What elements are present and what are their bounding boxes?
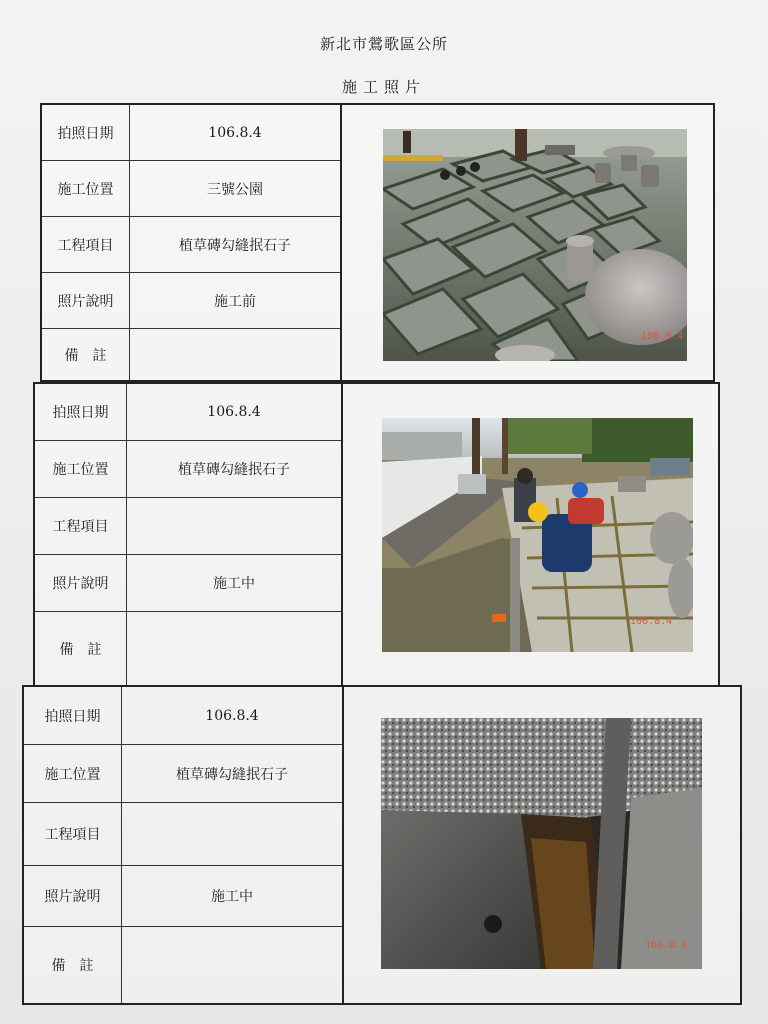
construction-photo-3	[381, 718, 702, 969]
photo-3-datestamp: 106.8.4	[645, 940, 688, 951]
location-label: 施工位置	[24, 745, 122, 802]
photo-record-3	[22, 685, 742, 1005]
description-label: 照片說明	[35, 555, 127, 611]
item-value	[127, 498, 341, 554]
record-2-date-row	[35, 384, 341, 441]
workers-grouting-image	[382, 418, 693, 652]
date-value: 106.8.4	[207, 404, 261, 420]
remarks-label: 備 註	[42, 329, 130, 380]
construction-photo-2	[382, 418, 693, 652]
remarks-label: 備 註	[24, 927, 122, 1003]
item-label: 工程項目	[35, 498, 127, 554]
record-2-item-row	[35, 498, 341, 555]
date-label: 拍照日期	[42, 105, 130, 160]
date-label: 拍照日期	[35, 384, 127, 440]
record-2-location-row	[35, 441, 341, 498]
location-value: 植草磚勾縫抿石子	[176, 766, 288, 783]
photo-record-2	[33, 382, 720, 687]
remarks-value	[127, 612, 341, 685]
record-3-date-row	[24, 687, 342, 745]
location-label: 施工位置	[42, 161, 130, 216]
record-1-item-row	[42, 217, 340, 273]
record-3-description-row	[24, 866, 342, 927]
record-3-remarks-row	[24, 927, 342, 1003]
item-value: 植草磚勾縫抿石子	[179, 237, 291, 254]
record-2-table	[35, 384, 343, 685]
record-3-item-row	[24, 803, 342, 866]
document-title: 施工照片	[341, 78, 426, 96]
description-value: 施工中	[211, 889, 253, 905]
photo-record-1	[40, 103, 715, 382]
date-value: 106.8.4	[208, 124, 262, 141]
record-2-description-row	[35, 555, 341, 612]
item-value	[122, 803, 342, 865]
record-1-description-row	[42, 273, 340, 329]
photo-1-datestamp: 106.8.4	[641, 331, 684, 342]
park-pavers-image	[383, 129, 687, 361]
record-2-remarks-row	[35, 612, 341, 685]
remarks-label: 備 註	[35, 612, 127, 685]
description-label: 照片說明	[42, 273, 130, 328]
description-value: 施工中	[213, 576, 255, 592]
description-value: 施工前	[214, 293, 256, 310]
record-3-location-row	[24, 745, 342, 803]
item-label: 工程項目	[42, 217, 130, 272]
location-value: 三號公園	[207, 181, 263, 198]
description-label: 照片說明	[24, 866, 122, 926]
record-1-date-row	[42, 105, 340, 161]
organization-name: 新北市鶯歌區公所	[319, 35, 448, 53]
grout-closeup-image	[381, 718, 702, 969]
record-3-table	[24, 687, 344, 1003]
remarks-value	[130, 329, 340, 380]
remarks-value	[122, 927, 342, 1003]
date-label: 拍照日期	[24, 687, 122, 744]
photo-2-datestamp: 106.8.4	[630, 616, 673, 627]
location-label: 施工位置	[35, 441, 127, 497]
location-value: 植草磚勾縫抿石子	[178, 462, 290, 478]
construction-photo-1	[383, 129, 687, 361]
record-1-table	[42, 105, 342, 380]
record-1-location-row	[42, 161, 340, 217]
record-1-remarks-row	[42, 329, 340, 380]
item-label: 工程項目	[24, 803, 122, 865]
date-value: 106.8.4	[205, 707, 259, 724]
